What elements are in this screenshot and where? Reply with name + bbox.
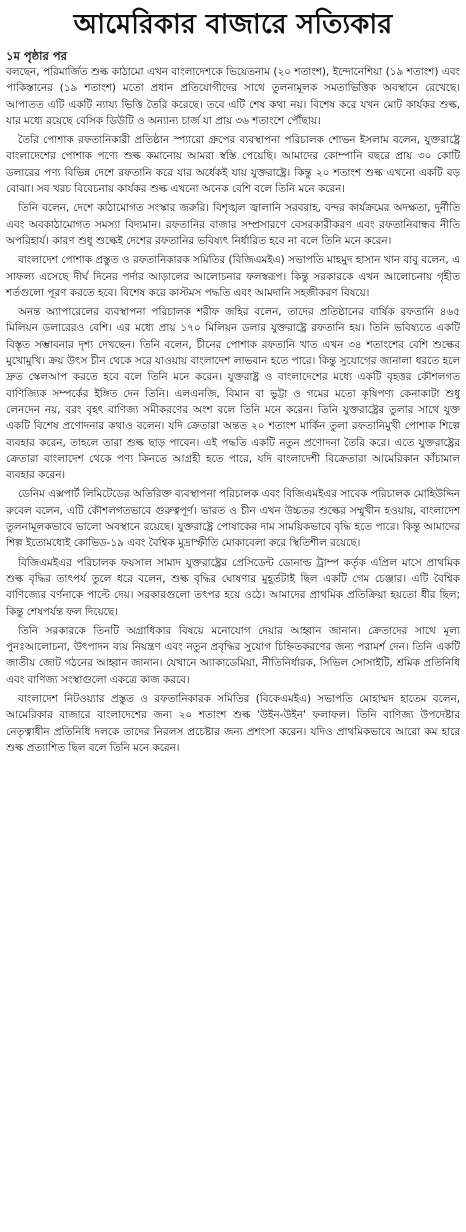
paragraph: বাংলাদেশ পোশাক প্রস্তুত ও রফতানিকারক সমিতির (বিজিএমইএ) সভাপতি মাহমুদ হাসান খান বাবু বলেন, এ সাফল্য এসেছে দীর্ঘ দিনের পর্দার আড়ালের আলোচনার ফলস্বরূপ। কিন্তু সরকারকে এখন আলোচনায় গৃহীত শর্তগুলো পূরণ করতে হবে। বিশেষ করে কাস্টমস পদ্ধতি এবং আমদানি সহজীকরণ বিষয়ে। bbox=[6, 254, 460, 299]
article-body bbox=[6, 64, 460, 756]
paragraph: তিনি বলেন, দেশে কাঠামোগত সংস্কার জরুরি। বিশৃঙ্খল জ্বালানি সরবরাহ, বন্দর কার্যক্রমের অদক্ষতা, দুর্নীতি এবং অবকাঠামোগত সমস্যা বিদ্যমান। রফতানির বাজার সম্প্রসারণে বেসরকারীকরণ এবং রফতানিবান্ধব নীতি অপরিহার্য। কারণ শুধু শুল্কেই দেশের রফতানির ভবিষ্যৎ নির্ধারিত হবে না বলে তিনি মনে করেন। bbox=[6, 202, 460, 247]
paragraph: তৈরি পোশাক রফতানিকারী প্রতিষ্ঠান স্প্যারো গ্রুপের ব্যবস্থাপনা পরিচালক শোভন ইসলাম বলেন, যুক্তরাষ্ট্রে বাংলাদেশের পোশাক পণ্যে শুল্ক কমানোয় আমরা স্বস্তি পেয়েছি। আমাদের কোম্পানি বছরে প্রায় ৩০ কোটি ডলারের পণ্য বিভিন্ন দেশে রফতানি করে যার অর্ধেকই যায় যুক্তরাষ্ট্রে। কিন্তু ২০ শতাংশ শুল্ক এখনো একটি বড় বোঝা। সব খরচ বিবেচনায় কার্যকর শুল্ক এখনো অনেক বেশি বলে তিনি মনে করেন। bbox=[6, 134, 460, 196]
paragraph: বিজিএমইএর পরিচালক ফয়সাল সামাদ যুক্তরাষ্ট্রের প্রেসিডেন্ট ডোনাল্ড ট্রাম্প কর্তৃক এপ্রিল মাসে প্রাথমিক শুল্ক বৃদ্ধির তাৎপর্য তুলে ধরে বলেন, শুল্ক বৃদ্ধির ঘোষণার মুহূর্তটাই ছিল একটি গেম চেঞ্জার। এটি বৈশ্বিক বাণিজ্যের বর্ণনাকে পাল্টে দেয়। সরকারগুলো তৎপর হয়ে ওঠে। আমাদের প্রাথমিক প্রতিক্রিয়া হয়তো ধীর ছিল; কিন্তু শেষপর্যন্ত ফল দিয়েছে। bbox=[6, 556, 460, 618]
paragraph: বাংলাদেশ নিটওয়্যার প্রস্তুত ও রফতানিকারক সমিতির (বিকেএমইএ) সভাপতি মোহাম্মদ হাতেম বলেন, আমেরিকার বাজারে বাংলাদেশের জন্য ২০ শতাংশ শুল্ক 'উইন-উইন' ফলাফল। তিনি বাণিজ্য উপদেষ্টার নেতৃত্বাধীন প্রতিনিধি দলকে তাদের নিরলস প্রচেষ্টার জন্য প্রশংসা করেন। যদিও প্রাথমিকভাবে আরো কম হারে শুল্ক প্রত্যাশিত ছিল বলে তিনি মনে করেন। bbox=[6, 692, 460, 754]
paragraph: বলছেন, পরিমার্জিত শুল্ক কাঠামো এখন বাংলাদেশকে ভিয়েতনাম (২০ শতাংশ), ইন্দোনেশিয়া (১৯ শতাংশ) এবং পাকিস্তানের (১৯ শতাংশ) মতো প্রধান প্রতিযোগীদের সাথে তুলনামূলক সমতাভিত্তিক অবস্থানে রেখেছে। আপাতত এটি একটি ন্যায্য ভিত্তি তৈরি করেছে। তবে এটি শেষ কথা নয়। বিশেষ করে যখন মোট কার্যকর শুল্ক, যার মধ্যে রয়েছে বেসিক ডিউটি ও অন্যান্য চার্জ যা প্রায় ৩৬ শতাংশে পৌঁছায়। bbox=[6, 66, 460, 127]
paragraph: তিনি সরকারকে তিনটি অগ্রাধিকার বিষয়ে মনোযোগ দেয়ার আহ্বান জানান। ক্রেতাদের সাথে মূল্য পুনঃআলোচনা, উৎপাদন ব্যয় নিয়ন্ত্রণ এবং নতুন প্রবৃদ্ধির সুযোগ চিহ্নিতকরণের জন্য পরামর্শ দেন। তিনি একটি জাতীয় জোট গঠনের আহ্বান জানান। যেখানে অ্যাকাডেমিয়া, নীতিনির্ধারক, সিভিল সোসাইটি, শ্রমিক প্রতিনিধি এবং বাণিজ্য সংস্থাগুলো একত্রে কাজ করবে। bbox=[6, 624, 460, 686]
continuation-note: ১ম পৃষ্ঠার পর bbox=[6, 49, 67, 63]
paragraph: অনন্ত অ্যাপারেলের ব্যবস্থাপনা পরিচালক শরীফ জহির বলেন, তাদের প্রতিষ্ঠানের বার্ষিক রফতানি ৪৬৫ মিলিয়ন ডলারেরও বেশি। এর মধ্যে প্রায় ১৭০ মিলিয়ন ডলার যুক্তরাষ্ট্রে রফতানি হয়। তিনি ভবিষ্যতে একটি বিস্তৃত সম্ভাবনার দৃশ্য দেখছেন। তিনি বলেন, চীনের পোশাক রফতানি খাত এখন ৩৪ শতাংশের বেশি শুল্কের মুখোমুখি। ক্রয় উৎস চীন থেকে সরে যাওয়ায় বাংলাদেশ লাভবান হতে পারে। কিন্তু সুযোগের জানালা ধরতে হলে দ্রুত স্কেলআপ করতে হবে বলে তিনি মনে করেন। যুক্তরাষ্ট্র ও বাংলাদেশের মধ্যে একটি বৃহত্তর কৌশলগত বাণিজ্যিক সম্পর্কের ইঙ্গিত দেন তিনি। এলএনজি, বিমান বা ভুট্টা ও গমের মতো কৃষিপণ্য কেনাকাটা শুধু লেনদেন নয়, বরং বৃহৎ বাণিজ্য সমীকরণের অংশ বলে তিনি মনে করেন। তিনি যুক্তরাষ্ট্রের তুলার সাথে যুক্ত একটি বিশেষ প্রণোদনার কথাও বলেন। যদি ক্রেতারা অন্তত ২০ শতাংশ মার্কিন তুলা রফতানিমুখী পোশাক শিল্পে ব্যবহার করেন, তাহলে তারা শুল্ক ছাড় পাবেন। এই পদ্ধতি একটি নতুন প্রণোদনা তৈরি করে। এতে যুক্তরাষ্ট্রের ক্রেতারা বাংলাদেশ থেকে পণ্য কিনতে আগ্রহী হতে পারে, যদি বাংলাদেশী বিক্রেতারা আমেরিকান কাঁচামাল ব্যবহার করেন। bbox=[6, 306, 460, 482]
paragraph: ডেনিম এক্সপার্ট লিমিটেডের অতিরিক্ত ব্যবস্থাপনা পরিচালক এবং বিজিএমইএর সাবেক পরিচালক মোহিউদ্দিন রুবেল বলেন, এটি কৌশলগতভাবে গুরুত্বপূর্ণ। ভারত ও চীন এখন উচ্চতর শুল্কের সম্মুখীন হওয়ায়, বাংলাদেশ তুলনামূলকভাবে ভালো অবস্থানে রয়েছে। যুক্তরাষ্ট্রে পোষাকের দাম সাময়িকভাবে বৃদ্ধি হতে পারে। কিন্তু আমাদের শিল্প ইতোমধ্যেই কোভিড-১৯ এবং বৈশ্বিক মুদ্রাস্ফীতি মোকাবেলা করে স্থিতিশীল রয়েছে। bbox=[6, 488, 460, 550]
article-headline: আমেরিকার বাজারে সত্যিকার bbox=[73, 9, 393, 40]
